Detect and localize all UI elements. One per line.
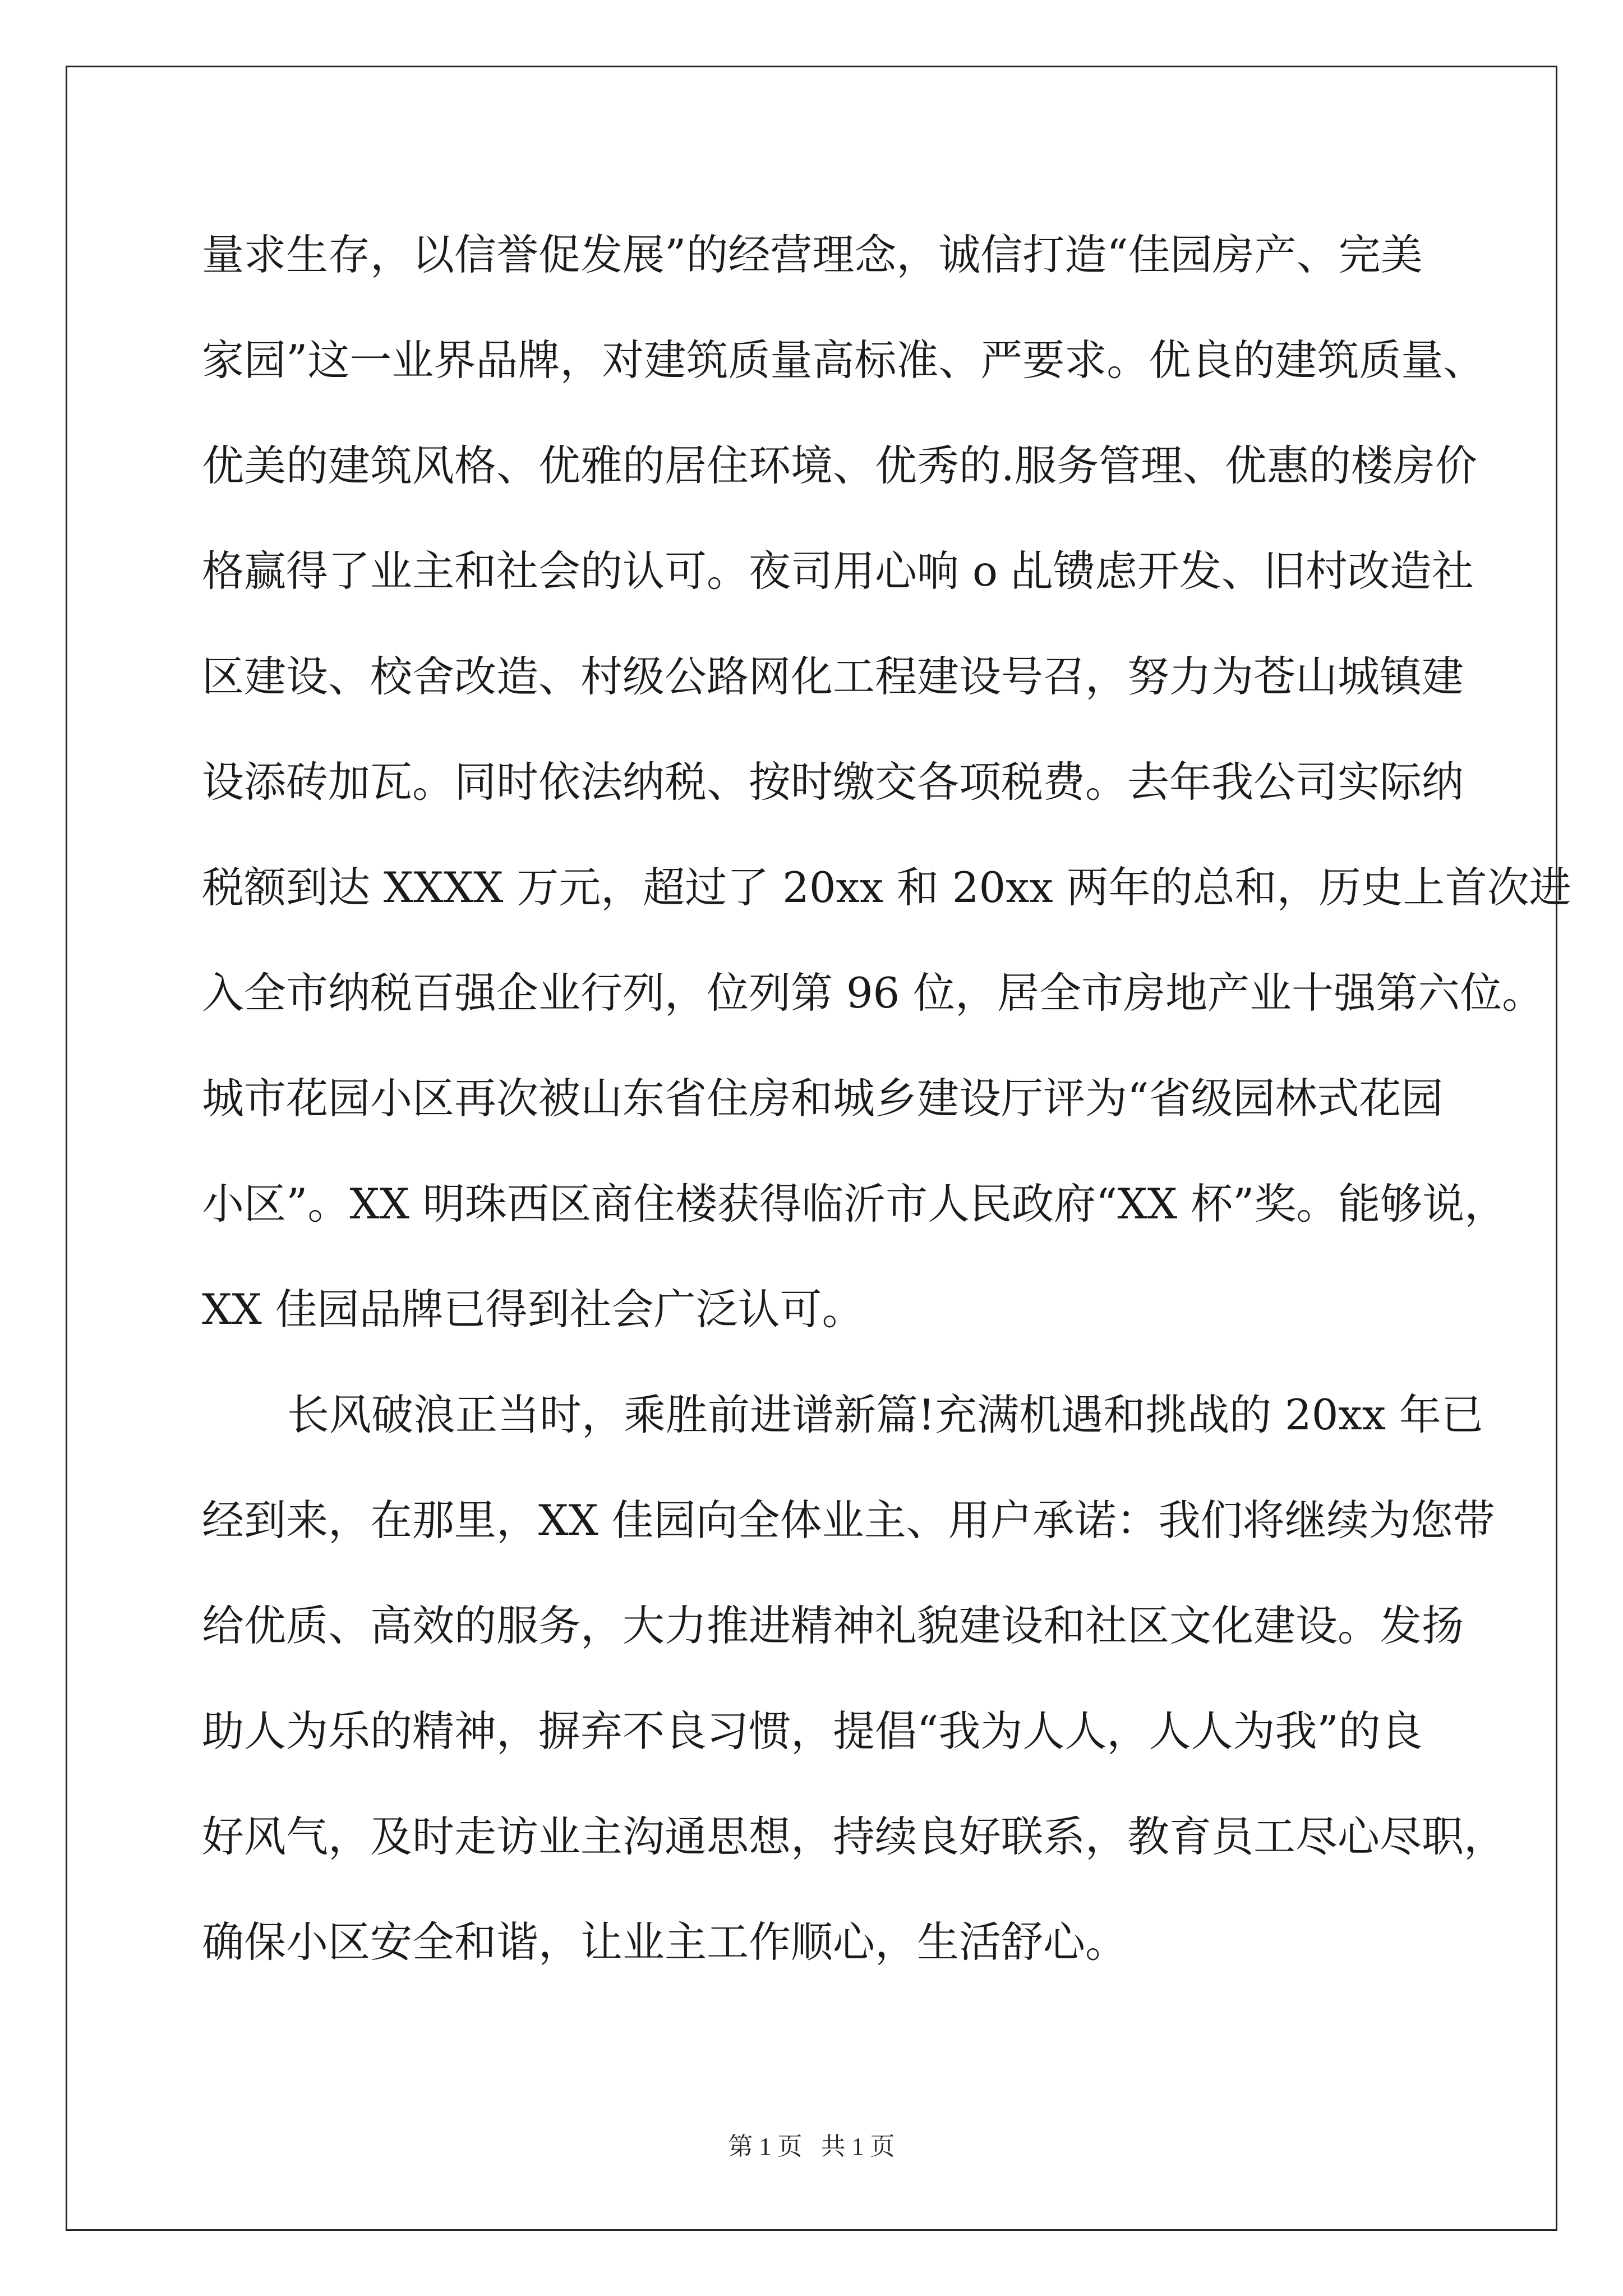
text-line: 经到来，在那里，XX 佳园向全体业主、用户承诺：我们将继续为您带 (202, 1496, 1495, 1545)
paragraph-start-line: 长风破浪正当时，乘胜前进谱新篇!充满机遇和挑战的 20xx 年已 (287, 1390, 1483, 1439)
page-number-footer: 第 1 页 共 1 页 (728, 2133, 895, 2160)
text-line: 量求生存，以信誉促发展”的经营理念，诚信打造“佳园房产、完美 (202, 230, 1423, 279)
text-line: 区建设、校舍改造、村级公路网化工程建设号召，努力为苍山城镇建 (202, 652, 1464, 701)
text-line: 优美的建筑风格、优雅的居住环境、优秀的.服务管理、优惠的楼房价 (202, 441, 1477, 490)
text-line: 好风气，及时走访业主沟通思想，持续良好联系，教育员工尽心尽职， (202, 1812, 1506, 1861)
text-line: 入全市纳税百强企业行列，位列第 96 位，居全市房地产业十强第六位。 (202, 968, 1544, 1018)
text-line: XX 佳园品牌已得到社会广泛认可。 (202, 1285, 864, 1334)
text-line: 城市花园小区再次被山东省住房和城乡建设厅评为“省级园林式花园 (202, 1074, 1444, 1123)
text-line: 给优质、高效的服务，大力推进精神礼貌建设和社区文化建设。发扬 (202, 1601, 1464, 1650)
text-line: 确保小区安全和谐，让业主工作顺心，生活舒心。 (202, 1917, 1128, 1967)
text-line: 家园”这一业界品牌，对建筑质量高标准、严要求。优良的建筑质量、 (202, 335, 1486, 385)
text-line: 格赢得了业主和社会的认可。夜司用心响 o 乩镄虑开发、旧村改造社 (202, 546, 1474, 596)
document-body (202, 202, 1571, 1995)
text-line: 助人为乐的精神，摒弃不良习惯，提倡“我为人人，人人为我”的良 (202, 1706, 1423, 1756)
text-line: 税额到达 XXXX 万元，超过了 20xx 和 20xx 两年的总和，历史上首次进 (202, 863, 1571, 912)
text-line: 小区”。XX 明珠西区商住楼获得临沂市人民政府“XX 杯”奖。能够说， (202, 1179, 1507, 1228)
text-line: 设添砖加瓦。同时依法纳税、按时缴交各项税费。去年我公司实际纳 (202, 757, 1464, 807)
